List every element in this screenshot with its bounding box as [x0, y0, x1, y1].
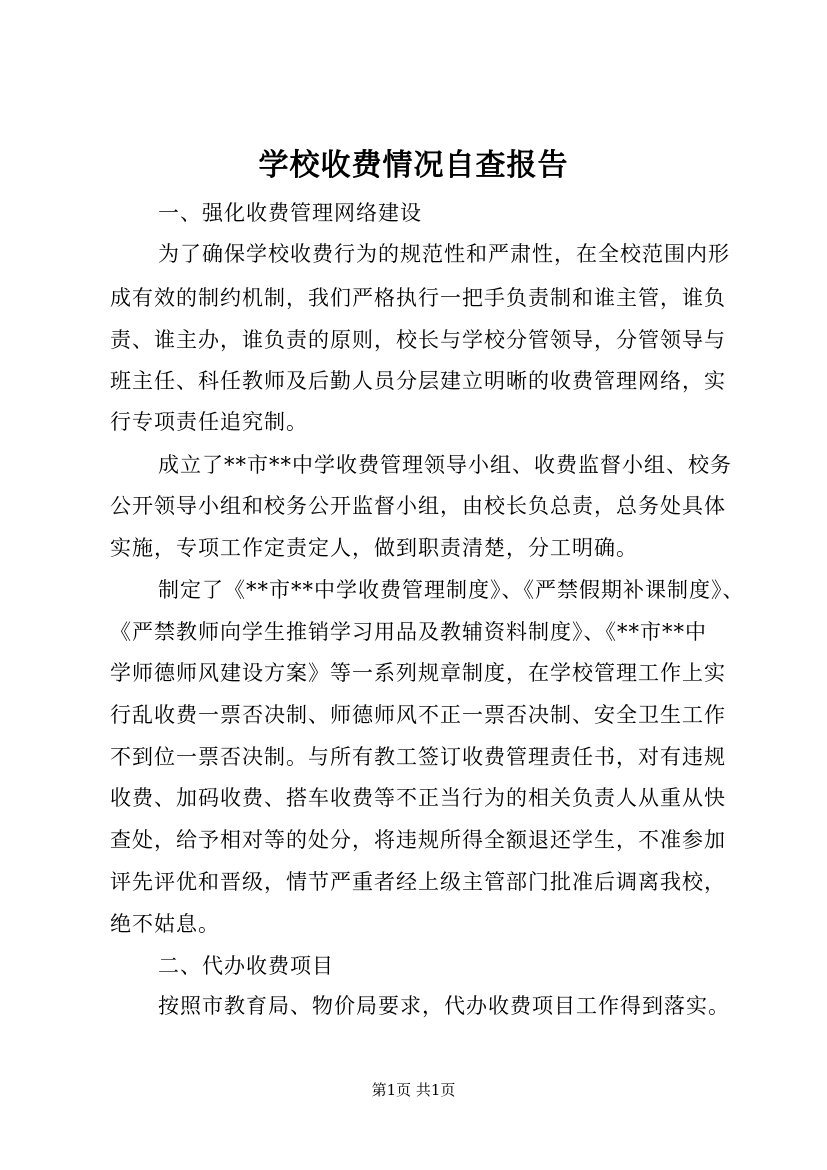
paragraph-line: 收费、加码收费、搭车收费等不正当行为的相关负责人从重从快 [110, 786, 726, 810]
paragraph-line: 制定了《**市**中学收费管理制度》、《严禁假期补课制度》、 [158, 578, 745, 602]
paragraph-line: 公开领导小组和校务公开监督小组，由校长负总责，总务处具体 [110, 494, 726, 518]
paragraph-line: 查处，给予相对等的处分，将违规所得全额退还学生，不准参加 [110, 828, 726, 852]
paragraph-line: 不到位一票否决制。与所有教工签订收费管理责任书，对有违规 [110, 745, 726, 769]
section-heading-2: 二、代办收费项目 [158, 954, 334, 978]
page-number: 第1页 共1页 [371, 1081, 456, 1099]
paragraph-line: 绝不姑息。 [110, 912, 220, 936]
paragraph-line: 实施，专项工作定责定人，做到职责清楚，分工明确。 [110, 536, 638, 560]
paragraph-line: 按照市教育局、物价局要求，代办收费项目工作得到落实。 [158, 994, 730, 1018]
section-heading-1: 一、强化收费管理网络建设 [158, 201, 422, 225]
paragraph-line: 行专项责任追究制。 [110, 410, 308, 434]
paragraph-line: 为了确保学校收费行为的规范性和严肃性，在全校范围内形 [158, 242, 730, 266]
paragraph-line: 成有效的制约机制，我们严格执行一把手负责制和谁主管，谁负 [110, 286, 726, 310]
paragraph-line: 成立了**市**中学收费管理领导小组、收费监督小组、校务 [158, 453, 732, 477]
paragraph-line: 班主任、科任教师及后勤人员分层建立明晰的收费管理网络，实 [110, 369, 726, 393]
paragraph-line: 评先评优和晋级，情节严重者经上级主管部门批准后调离我校， [110, 870, 726, 894]
paragraph-line: 行乱收费一票否决制、师德师风不正一票否决制、安全卫生工作 [110, 703, 726, 727]
paragraph-line: 责、谁主办，谁负责的原则，校长与学校分管领导，分管领导与 [110, 328, 726, 352]
paragraph-line: 学师德师风建设方案》等一系列规章制度，在学校管理工作上实 [110, 661, 726, 685]
paragraph-line: 《严禁教师向学生推销学习用品及教辅资料制度》、《**市**中 [110, 620, 707, 644]
document-title: 学校收费情况自查报告 [258, 148, 569, 183]
